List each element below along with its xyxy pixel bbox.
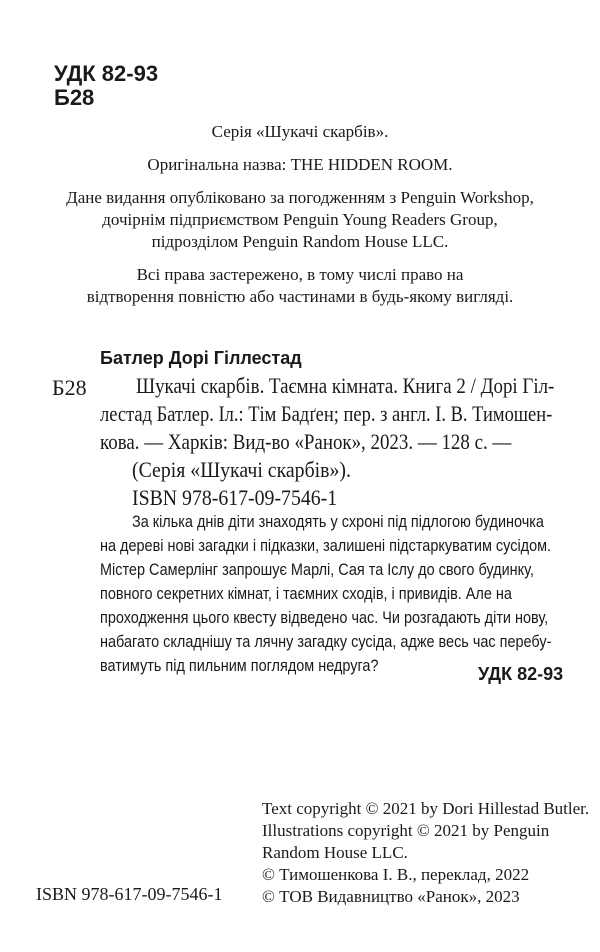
annotation-line: За кілька днів діти знаходять у схроні під підлогою будиночка — [132, 512, 544, 531]
rights-line: Всі права застережено, в тому числі право на — [136, 265, 464, 284]
rights-line: відтворення повністю або частинами в будь-якому вигляді. — [86, 287, 514, 306]
copyright-line: Illustrations copyright © 2021 by Penguin — [262, 821, 550, 840]
annotation-line: набагато складнішу та лячну загадку сусіда, адже весь час перебу- — [100, 632, 552, 651]
catalog-entry-line: (Серія «Шукачі скарбів»). — [132, 457, 351, 482]
original-title: Оригінальна назва: THE HIDDEN ROOM. — [147, 155, 453, 174]
annotation-line: на дереві нові загадки і підказки, залишені підстаркуватим сусідом. — [100, 536, 552, 555]
copyright-line: © ТОВ Видавництво «Ранок», 2023 — [262, 887, 520, 906]
catalog-entry-line: кова. — Харків: Вид-во «Ранок», 2023. — 128 с. — — [100, 429, 512, 454]
series-note: Серія «Шукачі скарбів». — [211, 122, 389, 141]
license-line: Дане видання опубліковано за погодженням з Penguin Workshop, — [66, 188, 534, 207]
license-line: дочірнім підприємством Penguin Young Readers Group, — [102, 210, 498, 229]
catalog-entry-line: лестад Батлер. Іл.: Тім Бадґен; пер. з англ. І. В. Тимошен- — [100, 401, 553, 426]
udk-code: УДК 82-93 — [54, 61, 159, 86]
isbn-footer: ISBN 978-617-09-7546-1 — [36, 884, 223, 904]
annotation-line: ватимуть під пильним поглядом недруга? — [100, 656, 379, 675]
license-line: підрозділом Penguin Random House LLC. — [151, 232, 449, 251]
annotation-line: проходження цього квесту відведено час. Чи розгадають діти нову, — [100, 608, 549, 627]
author-mark: Б28 — [54, 85, 95, 110]
udk-header — [54, 62, 158, 110]
copyright-line: Text copyright © 2021 by Dori Hillestad Butler. — [262, 799, 590, 818]
catalog-mark: Б28 — [52, 375, 87, 400]
catalog-entry-line: Шукачі скарбів. Таємна кімната. Книга 2 / Дорі Гіл- — [136, 373, 555, 398]
udk-footer: УДК 82-93 — [478, 664, 564, 684]
annotation-line: Містер Самерлінг запрошує Марлі, Сая та Іслу до свого будинку, — [100, 560, 534, 579]
copyright-line: Random House LLC. — [262, 843, 408, 862]
catalog-author: Батлер Дорі Гіллестад — [100, 348, 302, 368]
catalog-isbn: ISBN 978-617-09-7546-1 — [132, 485, 338, 510]
annotation-line: повного секретних кімнат, і таємних сходів, і привидів. Але на — [100, 584, 512, 603]
copyright-line: © Тимошенкова І. В., переклад, 2022 — [262, 865, 530, 884]
